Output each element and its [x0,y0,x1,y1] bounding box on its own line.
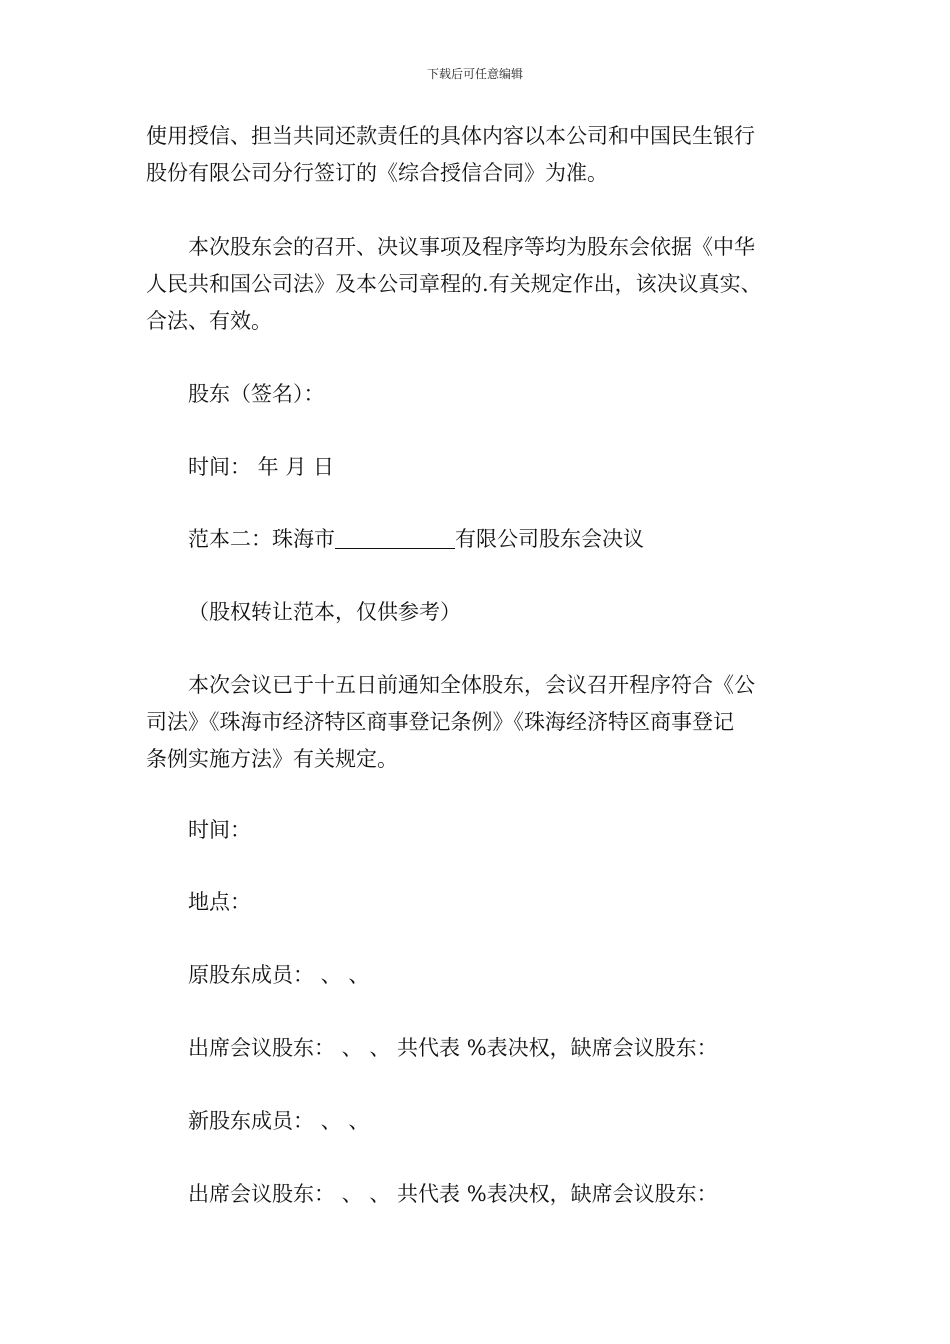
paragraph-line: 使用授信、担当共同还款责任的具体内容以本公司和中国民生银行 [146,124,755,148]
paragraph-line: 人民共和国公司法》及本公司章程的.有关规定作出，该决议真实、 [146,272,762,296]
paragraph-line: 条例实施方法》有关规定。 [146,747,398,771]
paragraph-resolution-validity [146,229,806,340]
attending-shareholders-line-2: 出席会议股东： 、 、 共代表 %表决权，缺席会议股东： [188,1182,718,1206]
paragraph-line: 股份有限公司分行签订的《综合授信合同》为准。 [146,161,608,185]
title-suffix: 有限公司股东会决议 [455,527,644,551]
paragraph-line: 本次股东会的召开、决议事项及程序等均为股东会依据《中华 [188,235,755,259]
title-prefix: 范本二：珠海市 [188,527,335,551]
paragraph-line: 司法》《珠海市经济特区商事登记条例》《珠海经济特区商事登记 [146,710,734,734]
shareholder-signature-line: 股东（签名）： [188,382,325,406]
template-two-title [146,521,806,558]
paragraph-credit-terms [146,118,806,192]
paragraph-line: 合法、有效。 [146,309,272,333]
paragraph-meeting-notice [146,667,806,778]
original-shareholders-line: 原股东成员： 、 、 [188,963,370,987]
attending-shareholders-line: 出席会议股东： 、 、 共代表 %表决权，缺席会议股东： [188,1036,718,1060]
page-header: 下载后可任意编辑 [426,67,523,81]
paragraph-line: 本次会议已于十五日前通知全体股东，会议召开程序符合《公 [188,673,755,697]
meeting-time-line: 时间： [188,818,251,842]
date-line: 时间： 年 月 日 [188,455,335,479]
template-two-subtitle: （股权转让范本，仅供参考） [188,600,461,624]
new-shareholders-line: 新股东成员： 、 、 [188,1109,370,1133]
meeting-location-line: 地点： [188,890,251,914]
company-name-blank [335,528,455,549]
